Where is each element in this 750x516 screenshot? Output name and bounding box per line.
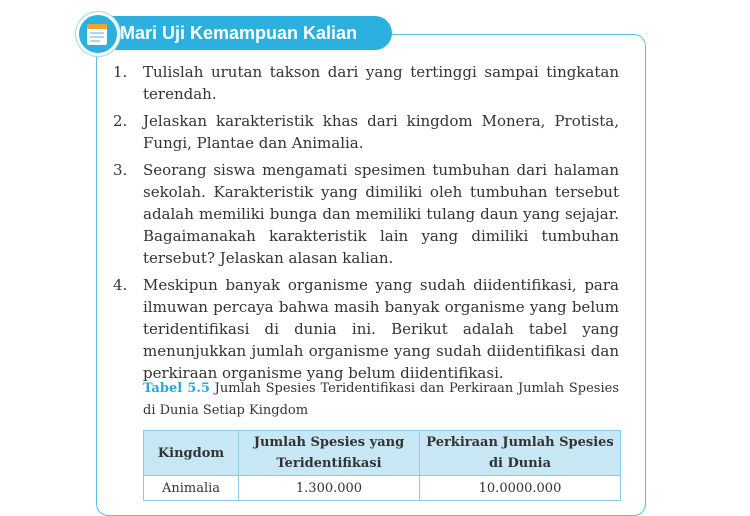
question-item <box>113 110 619 154</box>
question-number: 3. <box>113 161 128 179</box>
question-text: Seorang siswa mengamati spesimen tumbuhan dari halaman sekolah. Karakteristik yang dimiliki oleh tumbuhan tersebut adalah memiliki bunga dan memiliki tulang daun yang sejajar. Bagaimanakah karakteristik lain yang dimiliki tumbuhan tersebut? Jelaskan alasan kalian. <box>143 161 619 267</box>
notebook-icon <box>76 12 120 56</box>
table-cell: Animalia <box>144 476 239 501</box>
table-caption <box>143 378 619 422</box>
question-number: 2. <box>113 112 128 130</box>
table-cell: 10.0000.000 <box>420 476 621 501</box>
table-header-row <box>144 431 621 476</box>
table-cell: 1.300.000 <box>239 476 420 501</box>
question-item <box>113 61 619 105</box>
question-text: Meskipun banyak organisme yang sudah diidentifikasi, para ilmuwan percaya bahwa masih banyak organisme yang belum teridentifikasi di dunia ini. Berikut adalah tabel yang menunjukkan jumlah organisme yang sudah diidentifikasi dan perkiraan organisme yang belum diidentifikasi. <box>143 276 619 382</box>
question-number: 4. <box>113 276 128 294</box>
question-text: Tulislah urutan takson dari yang tertinggi sampai tingkatan terendah. <box>143 63 619 103</box>
column-header-estimated: Perkiraan Jumlah Spesies di Dunia <box>420 431 621 476</box>
column-header-kingdom: Kingdom <box>144 431 239 476</box>
question-text: Jelaskan karakteristik khas dari kingdom Monera, Protista, Fungi, Plantae dan Animalia. <box>143 112 619 152</box>
column-header-identified: Jumlah Spesies yang Teridentifikasi <box>239 431 420 476</box>
question-list <box>113 61 619 389</box>
table-caption-text: Jumlah Spesies Teridentifikasi dan Perkiraan Jumlah Spesies di Dunia Setiap Kingdom <box>143 381 619 418</box>
question-number: 1. <box>113 63 128 81</box>
question-item <box>113 274 619 384</box>
page-title: Mari Uji Kemampuan Kalian <box>120 23 358 43</box>
question-item <box>113 159 619 269</box>
table-row <box>144 476 621 501</box>
table-caption-label: Tabel 5.5 <box>143 381 210 396</box>
species-table <box>143 430 621 501</box>
